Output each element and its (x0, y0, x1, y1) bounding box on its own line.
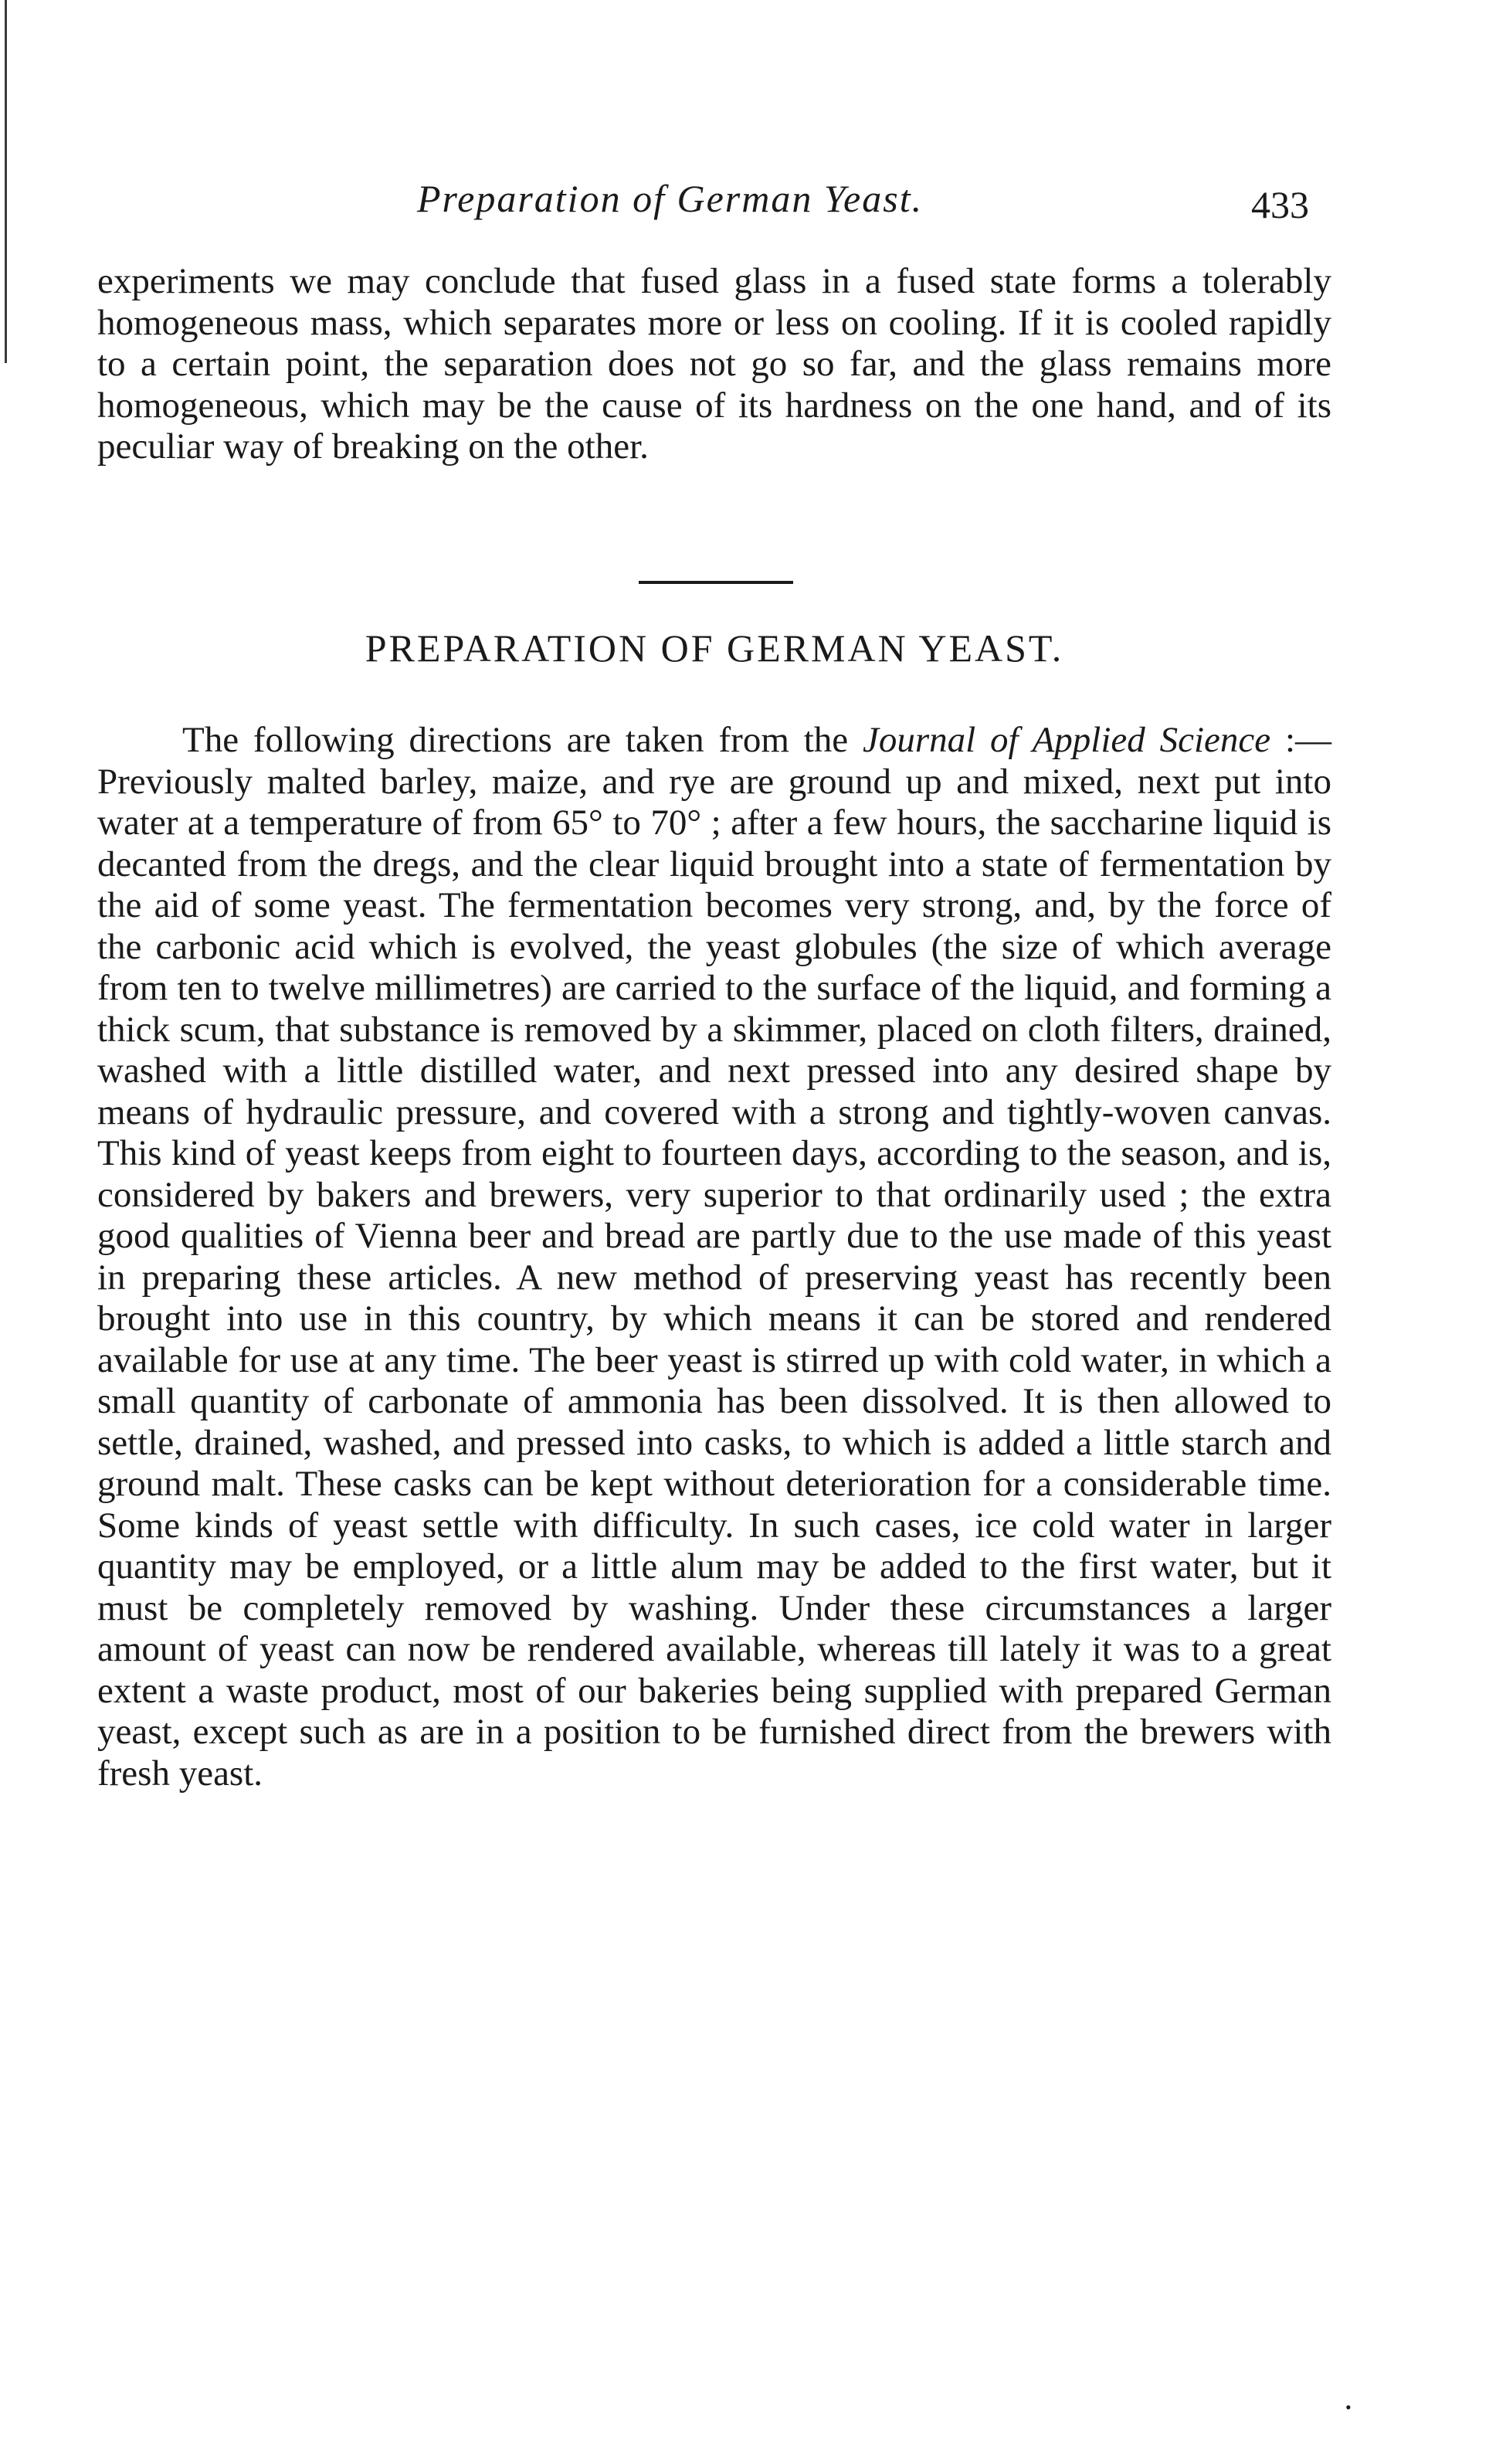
running-title: Preparation of German Yeast. (417, 177, 924, 220)
footer-mark: • (1345, 2398, 1352, 2417)
journal-title: Journal of Applied Science (862, 720, 1271, 760)
scan-edge (5, 0, 7, 363)
continuation-paragraph: experiments we may conclude that fused glass in a fused state forms a tolerably homogeneous mass, which separates more or less on cooling. If it is cooled rapidly to a certain point, the separation does not go so far, and the glass remains more homogeneous, which may be the cause of its hardness on the one hand, and of its peculiar way of breaking on the other. (97, 261, 1331, 467)
article-paragraph (97, 720, 1331, 1794)
running-head (100, 176, 1336, 230)
section-divider (639, 581, 793, 584)
page-number: 433 (1251, 183, 1309, 226)
article-body-text: :—Previously malted barley, maize, and rye are ground up and mixed, next put into water at a temperature of from 65° to 70° ; after a few hours, the saccharine liquid is decanted from the dregs, and the clear liquid brought into a state of fermentation by the aid of some yeast. The fermentation becomes very strong, and, by the force of the carbonic acid which is evolved, the yeast globules (the size of which average from ten to twelve millimetres) are carried to the surface of the liquid, and forming a thick scum, that substance is removed by a skimmer, placed on cloth filters, drained, washed with a little distilled water, and next pressed into any desired shape by means of hydraulic pressure, and covered with a strong and tightly-woven canvas. This kind of yeast keeps from eight to fourteen days, according to the season, and is, considered by bakers and brewers, very superior to that ordinarily used ; the extra good qualities of Vienna beer and bread are partly due to the use made of this yeast in preparing these articles. A new method of preserving yeast has recently been brought into use in this country, by which means it can be stored and rendered available for use at any time. The beer yeast is stirred up with cold water, in which a small quantity of carbonate of ammonia has been dissolved. It is then allowed to settle, drained, washed, and pressed into casks, to which is added a little starch and ground malt. These casks can be kept without deterioration for a considerable time. Some kinds of yeast settle with difficulty. In such cases, ice cold water in larger quantity may be employed, or a little alum may be added to the first water, but it must be completely removed by washing. Under these circumstances a larger amount of yeast can now be rendered available, whereas till lately it was to a great extent a waste product, most of our bakeries being supplied with prepared German yeast, except such as are in a position to be furnished direct from the brewers with fresh yeast. (97, 720, 1332, 1794)
article-opening: The following directions are taken from the (182, 720, 863, 760)
continuation-text (97, 261, 1331, 468)
article-body (97, 720, 1331, 1794)
article-heading: PREPARATION OF GERMAN YEAST. (365, 626, 1064, 670)
